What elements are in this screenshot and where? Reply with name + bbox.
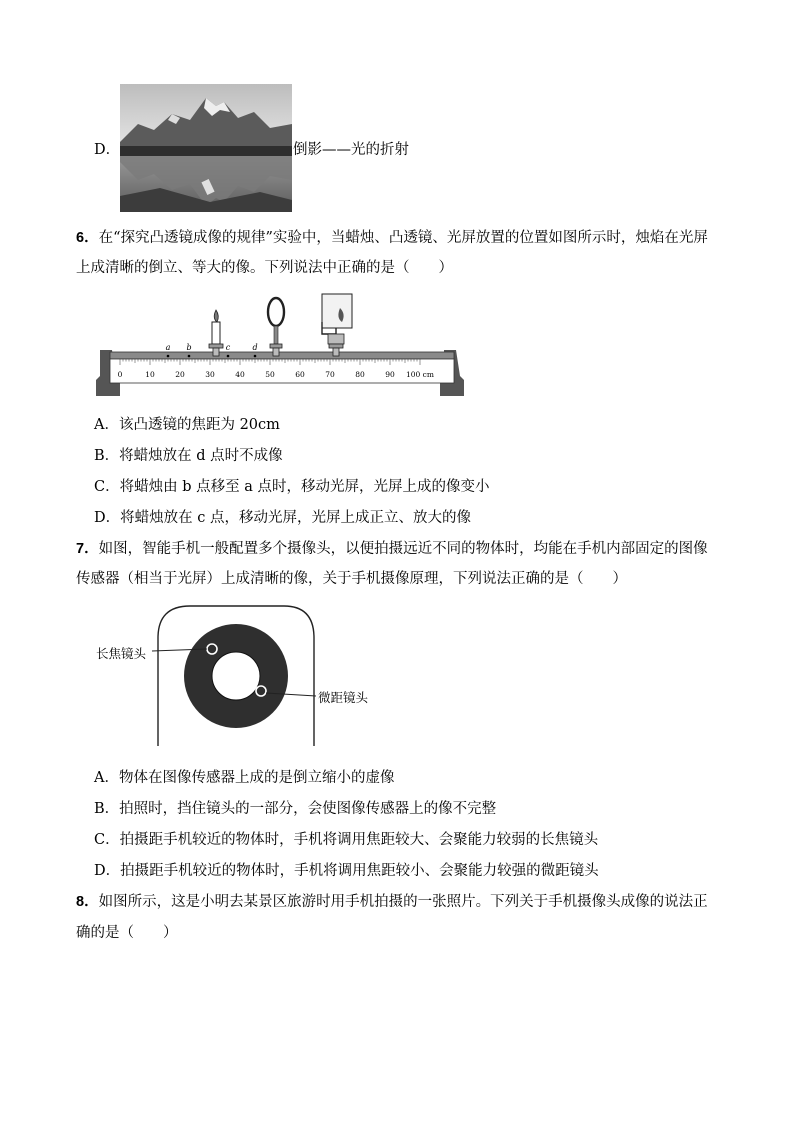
q8-stem-text1: 如图所示，这是小明去某景区旅游时用手机拍摄的一张照片。下列关于手机摄像头成像的说法正: [98, 894, 708, 910]
scale-tick-label: 60: [295, 370, 305, 379]
telephoto-lens-label: 长焦镜头: [96, 646, 147, 661]
phone-camera-figure: [94, 600, 384, 746]
optical-bench-figure: [96, 292, 468, 404]
point-marker-c: [227, 355, 230, 358]
scale-tick-label: 70: [325, 370, 335, 379]
scale-tick-label: 90: [385, 370, 395, 379]
scale-tick-label: 40: [235, 370, 245, 379]
q6-stem-line1: [76, 228, 708, 248]
scale-tick-label: 20: [175, 370, 185, 379]
scale-tick-label: 50: [265, 370, 275, 379]
telephoto-lens-icon: [207, 644, 217, 654]
bench-scale: [110, 359, 454, 383]
q6-option-d: D．将蜡烛放在 c 点，移动光屏，光屏上成正立、放大的像: [94, 510, 471, 526]
point-label-d: d: [252, 343, 258, 352]
q7-number: 7．: [76, 541, 99, 557]
q7-option-d: D．拍摄距手机较近的物体时，手机将调用焦距较小、会聚能力较强的微距镜头: [94, 863, 599, 879]
scale-tick-label: 10: [145, 370, 155, 379]
q6-option-c: C．将蜡烛由 b 点移至 a 点时，移动光屏，光屏上成的像变小: [94, 479, 490, 495]
point-marker-b: [188, 355, 191, 358]
q8-number: 8．: [76, 894, 99, 910]
bench-rail-top: [110, 352, 454, 359]
candle: [209, 310, 223, 356]
q7-option-b: B．拍照时，挡住镜头的一部分，会使图像传感器上的像不完整: [94, 801, 497, 817]
light-screen: [322, 294, 352, 356]
q5-option-d-letter: D．: [94, 142, 121, 158]
q8-stem-line1: [76, 892, 708, 912]
q6-stem-line2: 上成清晰的倒立、等大的像。下列说法中正确的是（ ）: [76, 260, 453, 276]
point-marker-a: [167, 355, 170, 358]
q8-stem-line2: 确的是（ ）: [76, 925, 178, 941]
scale-tick-label: 30: [205, 370, 215, 379]
scale-tick-label: 0: [117, 370, 123, 379]
q6-option-a: A．该凸透镜的焦距为 20cm: [94, 417, 280, 433]
q5-option-d-text: 倒影——光的折射: [293, 142, 409, 158]
optical-bench-svg: [96, 292, 468, 404]
point-label-c: c: [225, 343, 231, 352]
point-marker-d: [254, 355, 257, 358]
scale-tick-label: 80: [355, 370, 365, 379]
q7-stem-line2: 传感器（相当于光屏）上成清晰的像，关于手机摄像原理，下列说法正确的是（ ）: [76, 571, 627, 587]
q6-stem-text1: 在“探究凸透镜成像的规律”实验中，当蜡烛、凸透镜、光屏放置的位置如图所示时，烛焰在光屏: [98, 230, 708, 246]
macro-lens-icon: [256, 686, 266, 696]
q6-number: 6．: [76, 230, 99, 246]
phone-camera-svg: [94, 600, 384, 746]
convex-lens: [268, 298, 284, 356]
q6-option-b: B．将蜡烛放在 d 点时不成像: [94, 448, 283, 464]
q7-option-c: C．拍摄距手机较近的物体时，手机将调用焦距较大、会聚能力较弱的长焦镜头: [94, 832, 599, 848]
point-label-b: b: [186, 343, 192, 352]
scale-tick-label: 100 cm: [405, 370, 435, 379]
q7-option-a: A．物体在图像传感器上成的是倒立缩小的虚像: [94, 770, 395, 786]
camera-module-center: [212, 652, 260, 700]
mountain-lake-image: [120, 84, 292, 212]
mountain-reflection-photo: [120, 84, 292, 212]
q7-stem-line1: [76, 539, 708, 559]
q7-stem-text1: 如图，智能手机一般配置多个摄像头，以便拍摄远近不同的物体时，均能在手机内部固定的图像: [98, 541, 708, 557]
point-label-a: a: [165, 343, 171, 352]
macro-lens-label: 微距镜头: [318, 690, 369, 705]
